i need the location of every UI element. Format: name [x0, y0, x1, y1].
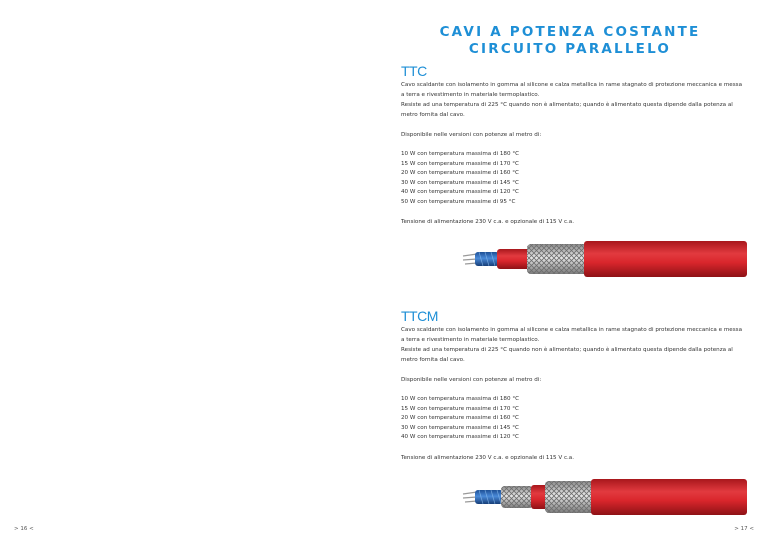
list-item: 50 W con temperature massime di 95 °C [401, 198, 516, 205]
list-item: 40 W con temperature massime di 120 °C [401, 189, 519, 195]
ttcm-versions-list [401, 395, 746, 443]
list-item: 20 W con temperature massime di 160 °C [401, 415, 519, 421]
ttc-section [401, 64, 746, 227]
ttc-versions-intro: Disponibile nelle versioni con potenze al metro di: [401, 132, 542, 138]
wire-ends [463, 254, 477, 264]
red-insulation [497, 249, 531, 269]
page-title [400, 24, 740, 58]
ttc-voltage: Tensione di alimentazione 230 V c.a. e opzionale di 115 V c.a. [401, 219, 575, 225]
list-item: 40 W con temperature massime di 120 °C [401, 434, 519, 440]
page-number-left: > 16 < [14, 526, 34, 532]
ttcm-versions-intro: Disponibile nelle versioni con potenze al metro di: [401, 377, 542, 383]
ttc-versions-list [401, 150, 746, 207]
page-number-right: > 17 < [734, 526, 754, 532]
wire-ends [463, 492, 477, 502]
ttc-heading: TTC [401, 63, 427, 79]
ttcm-heading: TTCM [401, 308, 438, 324]
page-title-line2: CIRCUITO PARALLELO [468, 41, 672, 57]
list-item: 15 W con temperature massime di 170 °C [401, 405, 519, 412]
ttcm-cable-image [459, 476, 749, 518]
ttc-description: Cavo scaldante con isolamento in gomma al silicone e calza metallica in rame stagnato di protezione meccanica e messa a terra e rivestimento in materiale termoplastico. [401, 82, 742, 98]
ttc-cable-image [459, 238, 749, 280]
outer-sheath [584, 241, 747, 277]
page-title-line1: CAVI A POTENZA COSTANTE [439, 24, 701, 40]
list-item: 10 W con temperatura massima di 180 °C [401, 396, 520, 402]
ttc-temperature-note: Resiste ad una temperatura di 225 °C quando non è alimentato; quando è alimentato questa dipende dalla potenza al metro fornita dal cavo. [401, 102, 733, 118]
list-item: 20 W con temperature massime di 160 °C [401, 170, 519, 176]
outer-sheath [591, 479, 747, 515]
ttcm-description: Cavo scaldante con isolamento in gomma al silicone e calza metallica in rame stagnato di protezione meccanica e messa a terra e rivestimento in materiale termoplastico. [401, 327, 742, 343]
ttcm-temperature-note: Resiste ad una temperatura di 225 °C quando non è alimentato; quando è alimentato questa dipende dalla potenza al metro fornita dal cavo. [401, 347, 733, 363]
list-item: 15 W con temperature massime di 170 °C [401, 160, 519, 167]
list-item: 30 W con temperature massime di 145 °C [401, 179, 519, 186]
ttcm-section [401, 309, 746, 463]
ttcm-voltage: Tensione di alimentazione 230 V c.a. e opzionale di 115 V c.a. [401, 454, 575, 461]
list-item: 10 W con temperatura massima di 180 °C [401, 151, 520, 157]
list-item: 30 W con temperature massime di 145 °C [401, 424, 519, 431]
